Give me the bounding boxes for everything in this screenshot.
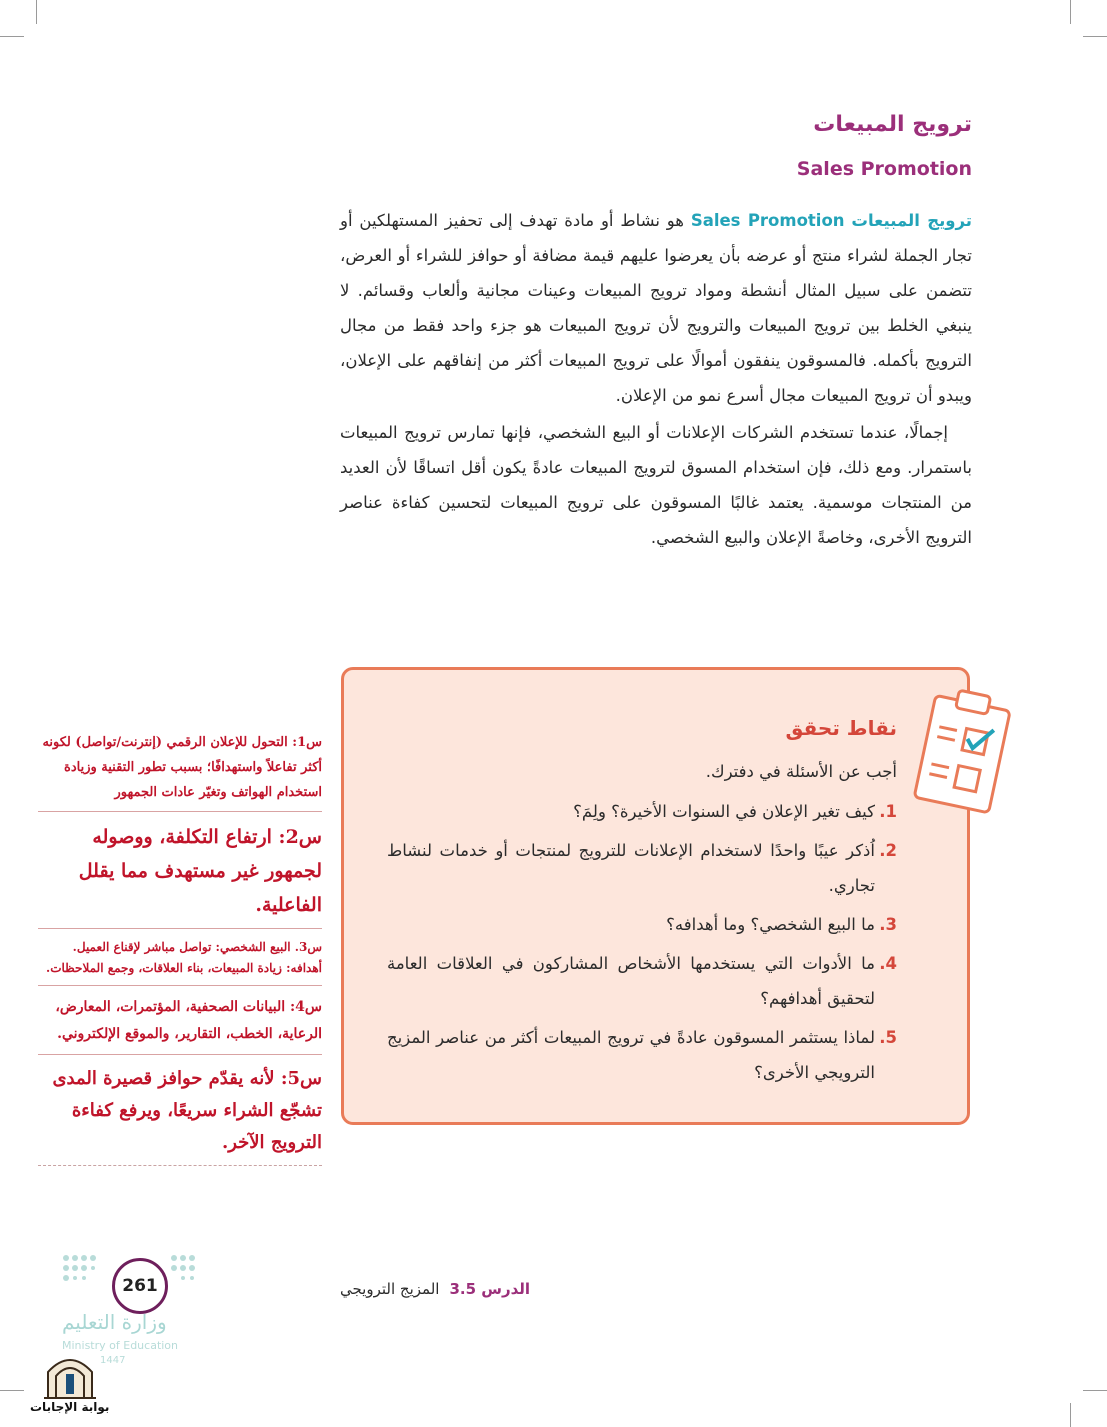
answer-text: البيع الشخصي: تواصل مباشر لإقناع العميل. أهدافه: زيادة المبيعات، بناء العلاقات، وجمع الملاحظات. bbox=[46, 940, 322, 975]
question-number: 3. bbox=[879, 915, 897, 934]
question-text: كيف تغير الإعلان في السنوات الأخيرة؟ ولِمَ؟ bbox=[573, 802, 875, 821]
term-ar: ترويج المبيعات bbox=[851, 211, 972, 230]
answer-text: لأنه يقدّم حوافز قصيرة المدى تشجّع الشراء سريعًا، ويرفع كفاءة الترويج الآخر. bbox=[52, 1068, 322, 1153]
lesson-title: المزيج الترويجي bbox=[340, 1280, 440, 1298]
lesson-label: الدرس 3.5 bbox=[449, 1280, 531, 1298]
question-list bbox=[387, 794, 897, 1094]
body-text bbox=[340, 203, 972, 555]
answer-label: س3. bbox=[294, 940, 322, 954]
answer-label: س5: bbox=[280, 1068, 322, 1089]
crop-mark bbox=[0, 1390, 24, 1391]
paragraph-1 bbox=[340, 203, 972, 413]
answer-label: س2: bbox=[278, 826, 322, 848]
checkpoint-title: نقاط تحقق bbox=[785, 716, 897, 740]
ministry-name-ar: وزارة التعليم bbox=[62, 1310, 167, 1334]
term-en: Sales Promotion bbox=[690, 211, 845, 230]
section-title-ar: ترويج المبيعات bbox=[813, 112, 972, 137]
answer-label: س1: bbox=[292, 735, 322, 750]
question-text: ما البيع الشخصي؟ وما أهدافه؟ bbox=[666, 915, 875, 934]
paragraph-1-text: هو نشاط أو مادة تهدف إلى تحفيز المستهلكين أو تجار الجملة لشراء منتج أو عرضه بأن يعرضوا عليهم قيمة مضافة أو حوافز للشراء أو العرض، تتضمن على سبيل المثال أنشطة ومواد ترويج المبيعات وعينات مجانية وألعاب وقسائم. لا ينبغي الخلط بين ترويج المبيعات والترويج لأن ترويج المبيعات هو جزء واحد فقط من مجال الترويج بأكمله. فالمسوقون ينفقون أموالًا على ترويج المبيعات أكثر من إنفاقهم على الإعلان، ويبدو أن ترويج المبيعات مجال أسرع نمو من الإعلان. bbox=[340, 211, 972, 405]
question-item bbox=[387, 946, 897, 1016]
question-text: ما الأدوات التي يستخدمها الأشخاص المشاركون في العلاقات العامة لتحقيق أهدافهم؟ bbox=[387, 954, 875, 1008]
crop-mark bbox=[1070, 1403, 1071, 1427]
answer-note-2 bbox=[38, 820, 322, 929]
answer-text: التحول للإعلان الرقمي (إنترنت/تواصل) لكونه أكثر تفاعلاً واستهدافًا؛ بسبب تطور التقنية وزيادة استخدام الهواتف وتغيّر عادات الجمهور bbox=[42, 735, 322, 800]
page-number: 261 bbox=[112, 1258, 168, 1314]
ministry-name-en: Ministry of Education bbox=[62, 1339, 179, 1352]
answer-note-4 bbox=[38, 994, 322, 1055]
crop-mark bbox=[1083, 36, 1107, 37]
crop-mark bbox=[36, 0, 37, 24]
footer-lesson bbox=[340, 1280, 530, 1298]
question-item bbox=[387, 833, 897, 903]
question-number: 5. bbox=[879, 1028, 897, 1047]
question-text: لماذا يستثمر المسوقون عادةً في ترويج المبيعات أكثر من عناصر المزيج الترويجي الأخرى؟ bbox=[387, 1028, 875, 1082]
checkpoint-intro: أجب عن الأسئلة في دفترك. bbox=[705, 762, 897, 781]
answer-note-1 bbox=[38, 730, 322, 812]
question-number: 2. bbox=[879, 841, 897, 860]
question-item bbox=[387, 1020, 897, 1090]
answer-text: ارتفاع التكلفة، ووصوله لجمهور غير مستهدف مما يقلل الفاعلية. bbox=[78, 826, 322, 916]
question-number: 4. bbox=[879, 954, 897, 973]
clipboard-checklist-icon bbox=[907, 680, 1017, 820]
site-logo-icon bbox=[38, 1350, 102, 1400]
site-name: بوابة الإجابات bbox=[30, 1400, 110, 1414]
crop-mark bbox=[1070, 0, 1071, 24]
crop-mark bbox=[1083, 1390, 1107, 1391]
question-number: 1. bbox=[879, 802, 897, 821]
paragraph-2: إجمالًا، عندما تستخدم الشركات الإعلانات أو البيع الشخصي، فإنها تمارس ترويج المبيعات باستمرار. ومع ذلك، فإن استخدام المسوق لترويج المبيعات عادةً يكون أقل اتساقًا لأن العديد من المنتجات موسمية. يعتمد غالبًا المسوقون على ترويج المبيعات لتحسين كفاءة عناصر الترويج الأخرى، وخاصةً الإعلان والبيع الشخصي. bbox=[340, 423, 972, 547]
question-text: اُذكر عيبًا واحدًا لاستخدام الإعلانات للترويج لمنتجات أو خدمات لنشاط تجاري. bbox=[387, 841, 875, 895]
ministry-year: 1447 bbox=[100, 1355, 126, 1366]
answer-label: س4: bbox=[289, 999, 322, 1015]
crop-mark bbox=[0, 36, 24, 37]
question-item bbox=[387, 907, 897, 942]
answer-note-5 bbox=[38, 1063, 322, 1166]
answer-note-3 bbox=[38, 937, 322, 986]
question-item bbox=[387, 794, 897, 829]
answer-notes bbox=[38, 730, 322, 1174]
section-title-en: Sales Promotion bbox=[796, 158, 972, 180]
answer-text: البيانات الصحفية، المؤتمرات، المعارض، الرعاية، الخطب، التقارير، والموقع الإلكتروني. bbox=[55, 999, 322, 1042]
